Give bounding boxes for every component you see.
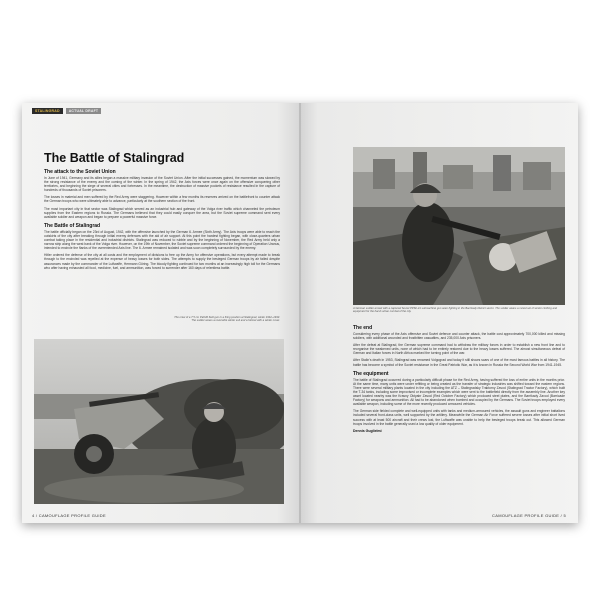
paragraph: After the defeat at Stalingrad, the German supreme command had to withdraw the military forces in order to establish a new front line and to reorganise the weakened units, none of which had to be entirely restored due to the heavy losses suffered. The almost simultaneous defeat of German and Italian forces in North Africa marked the turning point of the war. [353,343,565,356]
photo-caption: The crew of a 7.5 cm PaK40 field gun in a firing position at Stalingrad, winter 1942–1943. The soldier wears a reversible winter suit and a helmet with a winter cover. [174,316,280,323]
paragraph: The battle of Stalingrad occurred during a particularly difficult phase for the Red Army, having suffered the loss of entire units in the months prior. At the same time, many units were under refitting or being created as the transfer of strategic industries was shifted toward the eastern regions. There were several military plants located in the city including the ATZ – Stalingradsky Traktorny Zavod (Stalingrad Tractor Factory), which built the T-34 tanks, including some improvised or incomplete examples which were sent to the battlefield directly from the assembly line. Another key asset located nearby was the Krasny Oktyabr Zavod (Red October Factory) which produced steel plates, and the Barrikady Zavod (Barricade Factory) for weapons and ammunition. All had to be abandoned when bombed and occupied by the Germans. The Soviet troops employed every available weapon, including some of the more recently produced armoured vehicles. [353,377,565,407]
artillery-crew-illustration [34,339,284,504]
right-text-column [353,325,565,433]
right-page [301,103,578,523]
article-title: The Battle of Stalingrad [44,151,185,165]
paragraph: The battle officially began on the 23rd of August, 1942, with the offensive launched by the German 6. Armee (Sixth Army). The Axis troops were able to reach the outskirts of the city after breaking through initial enemy defences with the aid of air support. At this point the hardest fighting began, with close-quarters urban combat taking place in the residential and industrial districts. Stalingrad was reduced to rubble and by the beginning of November, the Red Army held only a narrow strip along the west bank of the Volga river. However, on the 19th of November, the Soviet supreme command ordered the beginning of Operation Uranus, intended to encircle the flanks of the overextended Axis line. The 6. Armee remained isolated and was soon completely surrounded by the enemy. [44,229,280,251]
page-footer-left: 4 / CAMOUFLAGE PROFILE GUIDE [32,513,106,518]
magazine-spread [22,103,578,523]
paragraph: Considering every phase of the Axis offensive and Soviet defence and counter attack, the battle cost approximately 700,000 killed and missing soldiers, with additional wounded and frostbitten casualties, and 235,000 Axis prisoners. [353,332,565,341]
soldier-with-smg-photo [353,147,565,305]
section-heading: The equipment [353,370,389,377]
paragraph: The most important city in that sector was Stalingrad which served as an industrial hub and gateway of the Volga river traffic which channeled the petroleum supplies from the Eastern regions to Russia. The Germans believed that they could easily conquer the area, but the Soviet supreme command sent every available soldier and weapon and began to prepare a powerful massive force. [44,206,280,219]
subsection-tag: ACTUAL DRAFT [66,108,102,114]
section-heading: The attack to the Soviet Union [44,169,116,175]
left-text-column [44,169,280,273]
author-signature: Dennis Guglielmi [353,428,382,433]
paragraph: Hitler ordered the defense of the city at all costs and the employment of divisions to free up the Army for offensive operations, but every attempt made to break through to the encircled was repelled at the expense of heavy losses for both sides. The attempts to supply the besieged German troops by air failed despite assurances made by the commander of the Luftwaffe, Hermann Göring. The bloody fighting continued for two months at an increasingly high toll for the Germans who after having exhausted all food, medicine, fuel, and ammunition, was forced to surrender after 160 days of relentless battle. [44,253,280,270]
left-page [22,103,299,523]
page-footer-right: CAMOUFLAGE PROFILE GUIDE / 5 [492,513,566,518]
paragraph: The German side fielded complete and well-equipped units with tanks and medium-armoured vehicles, the assault guns and engineer battalions included several front-class units, well supported by the artillery. Meanwhile the German Air Force suffered severe losses after initial short lived success with at least 500 aircraft and their crews lost, the Luftwaffe was unable to help the besieged troops break out. This allowed German troops involved in the battle generally used a low quality of older equipment. [353,409,565,426]
paragraph: In June of 1941, Germany and its allies began a massive military invasion of the Soviet Union. After the initial successes gained, the momentum was slowed by the strong resistance of the enemy and the coming of the winter. In the spring of 1942, the Axis forces were once again on the offensive conquering other territories, and beginning the siege of several cities and fortresses. In the meantime, the destruction of massive pockets of resistance resulted in the capture of hundreds of thousands of Soviet prisoners. [44,176,280,193]
left-page-tags [32,108,101,114]
section-tag: STALINGRAD [32,108,63,114]
section-heading: The end [353,325,373,331]
ruined-city-illustration [353,147,565,305]
photo-caption: A German soldier armed with a captured Soviet PPSh-41 submachine gun seen fighting in the Barrikady District sector. The soldier wears a mixed set of winter clothing and equipment for the harsh urban combat of the city. [353,307,557,314]
soldiers-gun-photo [34,339,284,504]
section-heading: The Battle of Stalingrad [44,222,101,229]
paragraph: The losses in material and men suffered by the Red Army were staggering. However within a few months its reserves arrived on the battlefront to counter attack the German troops who were ultimately able to advance, particularly at the southern section of the front. [44,195,280,204]
paragraph: After Stalin's death in 1953, Stalingrad was renamed Volgograd and today it still shows scars of one of the most famous battles in all history. The battle has become a symbol of the Soviet resistance in the Great Patriotic War, as it is known in Russia the Second World War from 1941-1945. [353,358,565,367]
